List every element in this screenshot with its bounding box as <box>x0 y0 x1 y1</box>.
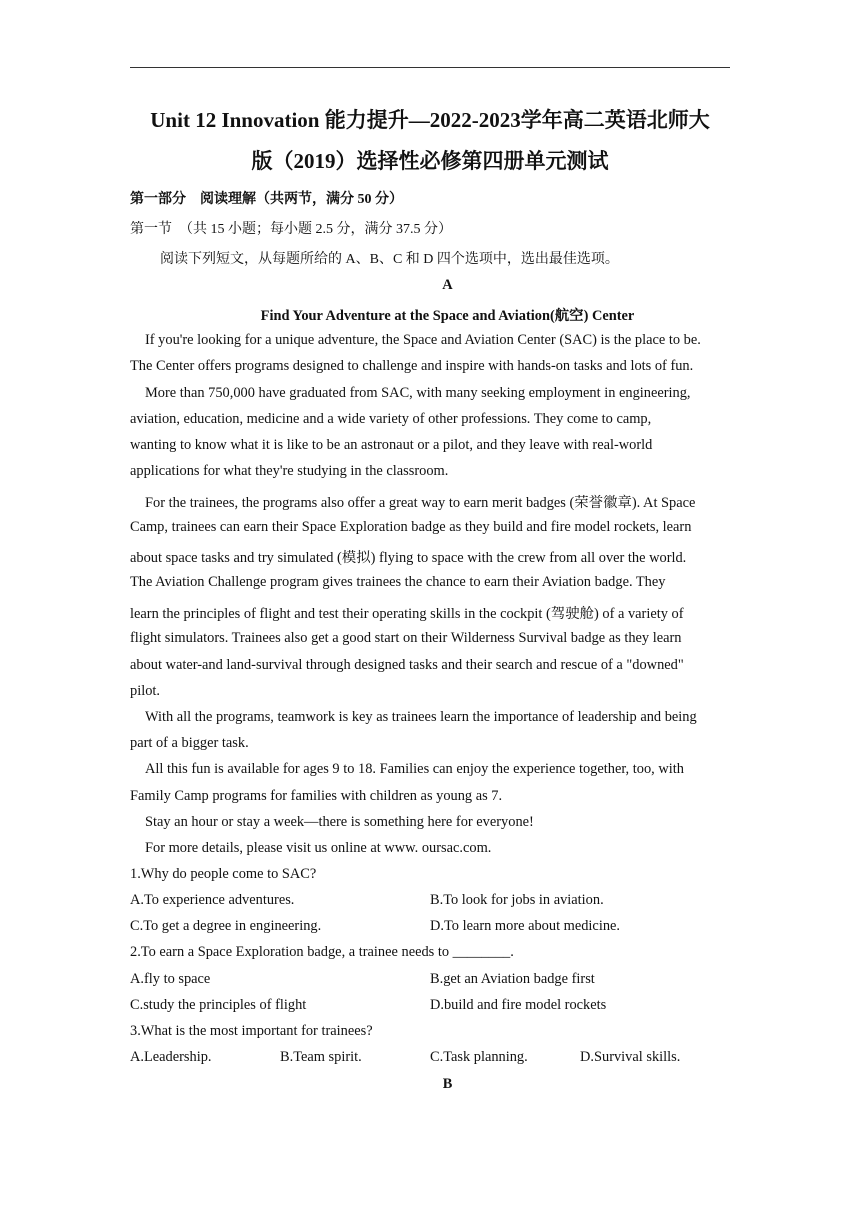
question-3-stem: 3.What is the most important for trainees? <box>130 1023 373 1039</box>
passage-line: about space tasks and try simulated (模拟) flying to space with the crew from all over the world. <box>130 550 687 566</box>
question-1-option-d[interactable]: D.To learn more about medicine. <box>430 918 621 934</box>
passage-line: All this fun is available for ages 9 to 18. Families can enjoy the experience together, too, with <box>145 761 684 777</box>
document-title-line-2: 版（2019）选择性必修第四册单元测试 <box>251 149 609 173</box>
question-2-option-a[interactable]: A.fly to space <box>130 971 211 987</box>
question-3-option-b[interactable]: B.Team spirit. <box>280 1049 362 1065</box>
passage-line: wanting to know what it is like to be an astronaut or a pilot, and they leave with real-world <box>130 437 653 453</box>
instructions: 阅读下列短文，从每题所给的 A、B、C 和 D 四个选项中，选出最佳选项。 <box>160 252 619 267</box>
question-2-option-b[interactable]: B.get an Aviation badge first <box>430 971 595 987</box>
passage-line: With all the programs, teamwork is key as trainees learn the importance of leadership and being <box>145 709 697 725</box>
part-heading: 第一部分 阅读理解（共两节，满分 50 分） <box>130 192 403 207</box>
question-1-option-a[interactable]: A.To experience adventures. <box>130 892 295 908</box>
passage-line: part of a bigger task. <box>130 735 249 751</box>
question-2-stem: 2.To earn a Space Exploration badge, a trainee needs to ________. <box>130 944 514 960</box>
passage-line: For the trainees, the programs also offer a great way to earn merit badges (荣誉徽章). At Space <box>145 495 696 511</box>
passage-line: More than 750,000 have graduated from SAC, with many seeking employment in engineering, <box>145 385 691 401</box>
question-1-option-c[interactable]: C.To get a degree in engineering. <box>130 918 322 934</box>
question-1-option-b[interactable]: B.To look for jobs in aviation. <box>430 892 604 908</box>
question-2-option-d[interactable]: D.build and fire model rockets <box>430 997 607 1013</box>
passage-line: flight simulators. Trainees also get a good start on their Wilderness Survival badge as they learn <box>130 630 682 646</box>
question-1-stem: 1.Why do people come to SAC? <box>130 866 317 882</box>
header-rule <box>130 67 730 68</box>
question-3-option-c[interactable]: C.Task planning. <box>430 1049 528 1065</box>
passage-line: learn the principles of flight and test their operating skills in the cockpit (驾驶舱) of a variety of <box>130 606 684 622</box>
passage-b-label: B <box>442 1076 453 1092</box>
passage-a-label: A <box>442 277 453 293</box>
document-title-line-1: Unit 12 Innovation 能力提升—2022-2023学年高二英语北师大 <box>150 108 710 132</box>
passage-a-title: Find Your Adventure at the Space and Aviation(航空) Center <box>260 308 635 324</box>
passage-line: Camp, trainees can earn their Space Exploration badge as they build and fire model rockets, learn <box>130 519 692 535</box>
question-2-option-c[interactable]: C.study the principles of flight <box>130 997 307 1013</box>
passage-line: applications for what they're studying in the classroom. <box>130 463 449 479</box>
passage-line: aviation, education, medicine and a wide variety of other professions. They come to camp, <box>130 411 652 427</box>
passage-line: If you're looking for a unique adventure, the Space and Aviation Center (SAC) is the place to be. <box>145 332 701 348</box>
passage-line: about water-and land-survival through designed tasks and their search and rescue of a "downed" <box>130 657 684 673</box>
passage-line: The Center offers programs designed to challenge and inspire with hands-on tasks and lots of fun. <box>130 358 694 374</box>
passage-line: pilot. <box>130 683 160 699</box>
passage-line: Stay an hour or stay a week—there is something here for everyone! <box>145 814 534 830</box>
question-3-option-d[interactable]: D.Survival skills. <box>580 1049 681 1065</box>
passage-line: Family Camp programs for families with children as young as 7. <box>130 788 503 804</box>
question-3-option-a[interactable]: A.Leadership. <box>130 1049 212 1065</box>
passage-line: For more details, please visit us online at www. oursac.com. <box>145 840 492 856</box>
section-heading: 第一节 （共 15 小题；每小题 2.5 分，满分 37.5 分） <box>130 222 452 237</box>
passage-line: The Aviation Challenge program gives trainees the chance to earn their Aviation badge. They <box>130 574 666 590</box>
